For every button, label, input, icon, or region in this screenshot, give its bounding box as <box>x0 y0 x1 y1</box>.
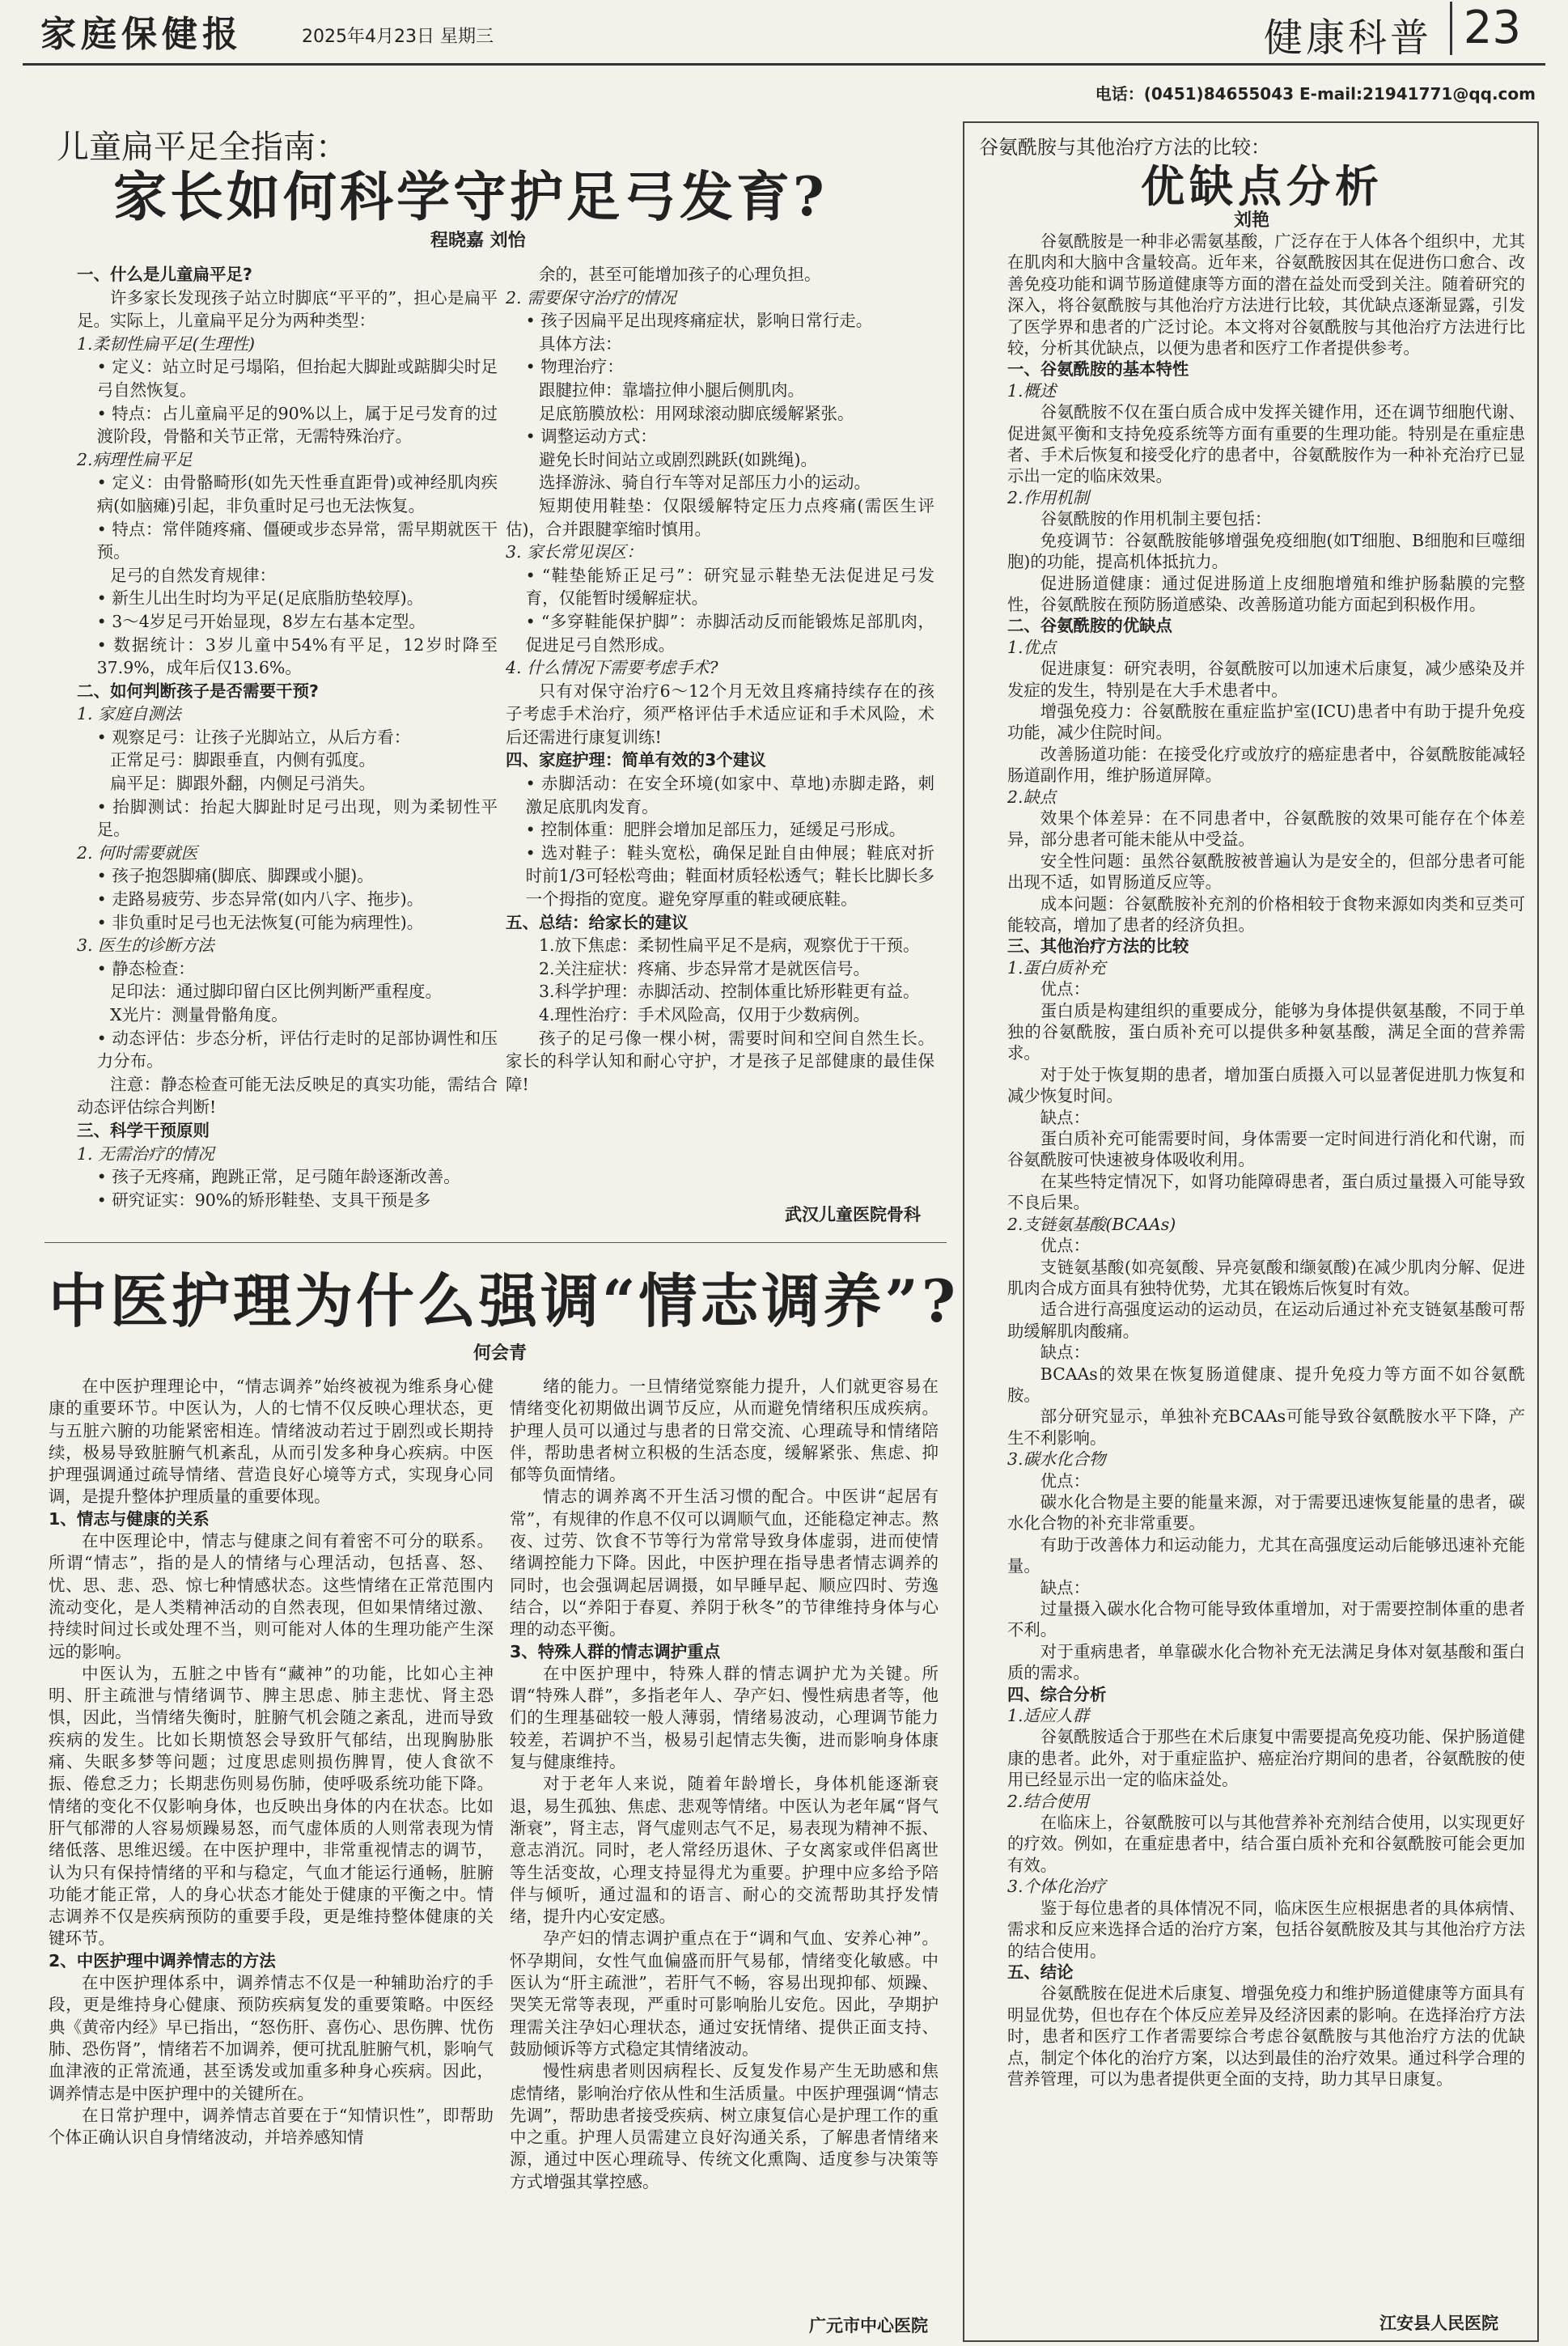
paragraph: 蛋白质补充可能需要时间，身体需要一定时间进行消化和代谢，而谷氨酰胺可快速被身体吸收利用。 <box>1007 1129 1525 1170</box>
paragraph: 正常足弓：脚跟垂直，内侧有弧度。 <box>110 750 375 770</box>
paragraph: 谷氨酰胺不仅在蛋白质合成中发挥关键作用，还在调节细胞代谢、促进氮平衡和支持免疫系统等方面有重要的生理功能。特别是在重症患者、手术后恢复和接受化疗的患者中，谷氨酰胺作为一种补充治疗已显示出一定的临床效果。 <box>1007 402 1525 486</box>
paragraph: 孕产妇的情志调护重点在于“调和气血、安养心神”。怀孕期间，女性气血偏盛而肝气易郁，情绪变化敏感。中医认为“肝主疏泄”，若肝气不畅，容易出现抑郁、烦躁、哭笑无常等表现，严重时可影响胎儿安危。因此，孕期护理需关注孕妇心理状态，通过安抚情绪、提供正面支持、鼓励倾诉等方式稳定其情绪波动。 <box>510 1928 939 2059</box>
paragraph: 具体方法： <box>539 333 622 354</box>
paragraph: 缺点： <box>1040 1343 1090 1363</box>
paragraph: 优点： <box>1040 979 1090 999</box>
article2-title: 中医护理为什么强调“情志调养”? <box>49 1266 960 1335</box>
paragraph: 情志的调养离不开生活习惯的配合。中医讲“起居有常”，有规律的作息不仅可以调顺气血，还能稳定神志。熬夜、过劳、饮食不节等行为常常导致身体虚弱，进而使情绪调控能力下降。因此，中医护理在指导患者情志调养的同时，也会强调起居调摄，如早睡早起、顺应四时、劳逸结合，以“养阳于春夏、养阴于秋冬”的节律维持身体与心理的动态平衡。 <box>510 1487 939 1640</box>
paragraph: • 抬脚测试：抬起大脚趾时足弓出现，则为柔韧性平足。 <box>96 796 498 840</box>
paragraph: 促进康复：研究表明，谷氨酰胺可以加速术后康复，减少感染及并发症的发生，特别是在大手术患者中。 <box>1007 659 1525 700</box>
paragraph: • 选对鞋子：鞋头宽松，确保足趾自由伸展；鞋底对折时前1/3可轻松弯曲；鞋面材质轻松透气；鞋长比脚长多一个拇指的宽度。避免穿厚重的鞋或硬底鞋。 <box>525 842 934 910</box>
subheading: 2.支链氨基酸(BCAAs) <box>1007 1214 1176 1234</box>
paragraph: • 孩子抱怨脚痛(脚底、脚踝或小腿)。 <box>96 866 374 886</box>
subheading: 1.优点 <box>1007 637 1057 657</box>
paragraph: • 物理治疗： <box>525 357 624 377</box>
paragraph: 对于重病患者，单靠碳水化合物补充无法满足身体对氨基酸和蛋白质的需求。 <box>1007 1641 1525 1683</box>
paragraph: • “鞋垫能矫正足弓”：研究显示鞋垫无法促进足弓发育，仅能暂时缓解症状。 <box>525 565 934 609</box>
paragraph: 在中医理论中，情志与健康之间有着密不可分的联系。所谓“情志”，指的是人的情绪与心理活动，包括喜、怒、忧、思、悲、恐、惊七种情感状态。这些情绪在正常范围内流动变化，是人类精神活动的自然表现，但如果情绪过激、持续时间过长或处理不当，则可能对人体的生理功能产生深远的影响。 <box>49 1531 494 1661</box>
subheading: 2. 何时需要就医 <box>77 842 198 863</box>
subheading: 2.病理性扁平足 <box>77 449 193 469</box>
masthead <box>23 0 1545 66</box>
subheading: 3.个体化治疗 <box>1007 1877 1106 1897</box>
article3-body <box>1007 231 1525 2089</box>
article3-title: 优缺点分析 <box>1141 160 1384 212</box>
section-heading: 三、其他治疗方法的比较 <box>1007 936 1189 957</box>
section-heading: 二、谷氨酰胺的优缺点 <box>1007 616 1172 636</box>
section-heading: 二、如何判断孩子是否需要干预? <box>77 681 319 701</box>
paragraph: 适合进行高强度运动的运动员，在运动后通过补充支链氨基酸可帮助缓解肌肉酸痛。 <box>1007 1300 1525 1341</box>
paragraph: 足底筋膜放松：用网球滚动脚底缓解紧张。 <box>539 403 854 423</box>
paragraph: 对于处于恢复期的患者，增加蛋白质摄入可以显著促进肌力恢复和减少恢复时间。 <box>1007 1064 1525 1106</box>
paragraph: 在中医护理中，特殊人群的情志调护尤为关键。所谓“特殊人群”，多指老年人、孕产妇、慢性病患者等，他们的生理基础较一般人薄弱，情绪易波动，心理调节能力较差，若调护不当，极易引起情志失衡，进而影响身体康复与健康维持。 <box>510 1663 939 1772</box>
paragraph: 避免长时间站立或剧烈跳跃(如跳绳)。 <box>539 449 817 469</box>
paragraph: • 数据统计：3岁儿童中54%有平足，12岁时降至37.9%，成年后仅13.6%。 <box>96 634 498 678</box>
section-heading: 五、总结：给家长的建议 <box>506 912 689 932</box>
paragraph: 在日常护理中，调养情志首要在于“知情识性”，即帮助个体正确认识自身情绪波动，并培养感知情 <box>49 2105 494 2148</box>
paragraph: • 调整运动方式： <box>525 426 657 447</box>
paragraph: 孩子的足弓像一棵小树，需要时间和空间自然生长。家长的科学认知和耐心守护，才是孩子足部健康的最佳保障! <box>506 1028 934 1094</box>
paragraph: 扁平足：脚跟外翻，内侧足弓消失。 <box>110 774 375 794</box>
article1-column-1 <box>77 263 498 1211</box>
paragraph: 蛋白质是构建组织的重要成分，能够为身体提供氨基酸，不同于单独的谷氨酰胺，蛋白质补充可以提供多种氨基酸，满足全面的营养需求。 <box>1007 1000 1525 1063</box>
paragraph: 在某些特定情况下，如肾功能障碍患者，蛋白质过量摄入可能导致不良后果。 <box>1007 1171 1525 1213</box>
paragraph: 谷氨酰胺在促进术后康复、增强免疫力和维护肠道健康等方面具有明显优势，但也存在个体反应差异及经济因素的影响。在选择治疗方法时，患者和医疗工作者需要综合考虑谷氨酰胺与其他治疗方法的优缺点，制定个体化的治疗方案，以达到最佳的治疗效果。通过科学合理的营养管理，可以为患者提供更全面的支持，助力其早日康复。 <box>1007 1983 1525 2089</box>
paragraph: BCAAs的效果在恢复肠道健康、提升免疫力等方面不如谷氨酰胺。 <box>1007 1364 1525 1405</box>
paragraph: 中医认为，五脏之中皆有“藏神”的功能，比如心主神明、肝主疏泄与情绪调节、脾主思虑、肺主悲忧、肾主恐惧，因此，当情绪失衡时，脏腑气机会随之紊乱，进而导致疾病的发生。比如长期愤怒会导致肝气郁结，出现胸胁胀痛、失眠多梦等问题；过度思虑则损伤脾胃，使人食欲不振、倦怠乏力；长期悲伤则易伤肺，使呼吸系统功能下降。情绪的变化不仅影响身体，也反映出身体的内在状态。比如肝气郁滞的人容易烦躁易怒，而气虚体质的人则常表现为情绪低落、思维迟缓。在中医护理中，非常重视情志的调节，认为只有保持情绪的平和与稳定，气血才能运行通畅，脏腑功能才能正常，人的身心状态才能处于健康的平衡之中。情志调养不仅是疾病预防的重要手段，更是维持整体健康的关键环节。 <box>49 1663 494 1949</box>
paragraph: 2.关注症状：疼痛、步态异常才是就医信号。 <box>539 958 871 978</box>
paragraph: • 静态检查： <box>96 958 195 978</box>
subheading: 2.结合使用 <box>1007 1791 1090 1811</box>
paragraph: 改善肠道功能：在接受化疗或放疗的癌症患者中，谷氨酰胺能减轻肠道副作用，维护肠道屏障。 <box>1007 744 1525 786</box>
paragraph: 在中医护理理论中，“情志调养”始终被视为维系身心健康的重要环节。中医认为，人的七情不仅反映心理状态，更与五脏六腑的功能紧密相连。情绪波动若过于剧烈或长期持续，极易导致脏腑气机紊乱，从而引发多种身心疾病。中医护理强调通过疏导情绪、营造良好心境等方式，实现身心同调，是提升整体护理质量的重要体现。 <box>49 1377 494 1507</box>
paragraph: 优点： <box>1040 1470 1090 1491</box>
subheading: 4. 什么情况下需要考虑手术? <box>506 658 718 678</box>
paragraph: • 3～4岁足弓开始显现，8岁左右基本定型。 <box>96 611 426 631</box>
section-heading: 四、综合分析 <box>1007 1684 1107 1704</box>
article1-title: 家长如何科学守护足弓发育? <box>113 165 828 228</box>
paragraph: • 孩子因扁平足出现疼痛症状，影响日常行走。 <box>525 311 873 331</box>
paragraph: 有助于改善体力和运动能力，尤其在高强度运动后能够迅速补充能量。 <box>1007 1534 1525 1576</box>
paragraph: • 特点：常伴随疼痛、僵硬或步态异常，需早期就医干预。 <box>96 519 498 562</box>
paragraph: 足弓的自然发育规律： <box>110 565 276 585</box>
paragraph: • 非负重时足弓也无法恢复(可能为病理性)。 <box>96 912 424 932</box>
paragraph: 在临床上，谷氨酰胺可以与其他营养补充剂结合使用，以实现更好的疗效。例如，在重症患者中，结合蛋白质补充和谷氨酰胺可能会更加有效。 <box>1007 1813 1525 1875</box>
article2-byline: 何会青 <box>473 1343 528 1364</box>
section-heading: 五、结论 <box>1007 1962 1074 1982</box>
paragraph: 绪的能力。一旦情绪觉察能力提升，人们就更容易在情绪变化初期做出调节反应，从而避免情绪积压成疾病。护理人员可以通过与患者的日常交流、心理疏导和情绪陪伴，帮助患者树立积极的生活态度，缓解紧张、焦虑、抑郁等负面情绪。 <box>510 1377 939 1485</box>
article2-source: 广元市中心医院 <box>809 2316 928 2335</box>
paragraph: 部分研究显示，单独补充BCAAs可能导致谷氨酰胺水平下降，产生不利影响。 <box>1007 1406 1525 1448</box>
paragraph: • 控制体重：肥胖会增加足部压力，延缓足弓形成。 <box>525 820 906 840</box>
subheading: 3. 医生的诊断方法 <box>77 935 214 956</box>
subheading: 1.蛋白质补充 <box>1007 957 1106 978</box>
subheading: 1.概述 <box>1007 380 1057 401</box>
article3-kicker: 谷氨酰胺与其他治疗方法的比较： <box>979 136 1270 159</box>
paragraph: 增强免疫力：谷氨酰胺在重症监护室(ICU)患者中有助于提升免疫功能，减少住院时间。 <box>1007 701 1525 743</box>
paragraph: 谷氨酰胺适合于那些在术后康复中需要提高免疫功能、保护肠道健康的患者。此外，对于重症监护、癌症治疗期间的患者，谷氨酰胺的使用已经显示出一定的临床益处。 <box>1007 1727 1525 1790</box>
paragraph: 优点： <box>1040 1236 1090 1256</box>
issue-date: 2025年4月23日 星期三 <box>302 27 494 47</box>
subheading: 1.适应人群 <box>1007 1706 1090 1726</box>
paragraph: 许多家长发现孩子站立时脚底“平平的”，担心是扁平足。实际上，儿童扁平足分为两种类型： <box>77 287 498 331</box>
paragraph: • 特点：占儿童扁平足的90%以上，属于足弓发育的过渡阶段，骨骼和关节正常，无需特殊治疗。 <box>96 403 498 447</box>
subheading: 3.碳水化合物 <box>1007 1449 1106 1470</box>
section-heading: 一、谷氨酰胺的基本特性 <box>1007 359 1189 380</box>
paragraph: 碳水化合物是主要的能量来源，对于需要迅速恢复能量的患者，碳水化合物的补充非常重要。 <box>1007 1491 1525 1534</box>
article3-byline: 刘艳 <box>1234 210 1270 231</box>
paragraph: 成本问题：谷氨酰胺补充剂的价格相较于食物来源如肉类和豆类可能较高，增加了患者的经济负担。 <box>1007 893 1525 935</box>
paragraph: 足印法：通过脚印留白区比例判断严重程度。 <box>110 982 442 1002</box>
paragraph: X光片：测量骨骼角度。 <box>110 1005 288 1025</box>
section-heading: 一、什么是儿童扁平足? <box>77 265 252 284</box>
paper-name: 家庭保健报 <box>40 14 243 55</box>
section-heading: 四、家庭护理：简单有效的3个建议 <box>506 750 766 770</box>
subheading: 3. 家长常见误区： <box>506 542 643 562</box>
paragraph: 过量摄入碳水化合物可能导致体重增加，对于需要控制体重的患者不利。 <box>1007 1599 1525 1640</box>
subheading: 2.缺点 <box>1007 787 1057 807</box>
article1-kicker: 儿童扁平足全指南： <box>57 129 348 166</box>
paragraph: 效果个体差异：在不同患者中，谷氨酰胺的效果可能存在个体差异，部分患者可能未能从中受益。 <box>1007 808 1525 850</box>
paragraph: 跟腱拉伸：靠墙拉伸小腿后侧肌肉。 <box>539 380 804 400</box>
paragraph: • 定义：站立时足弓塌陷，但抬起大脚趾或踮脚尖时足弓自然恢复。 <box>96 357 498 400</box>
subheading: 1. 家庭自测法 <box>77 704 181 724</box>
subheading: 2.作用机制 <box>1007 487 1090 507</box>
paragraph: 鉴于每位患者的具体情况不同，临床医生应根据患者的具体病情、需求和反应来选择合适的治疗方案，包括谷氨酰胺及其与其他治疗方法的结合使用。 <box>1007 1898 1525 1961</box>
paragraph: • 赤脚活动：在安全环境(如家中、草地)赤脚走路，刺激足底肌肉发育。 <box>525 774 934 817</box>
paragraph: 缺点： <box>1040 1107 1090 1127</box>
page-number: 23 <box>1450 2 1521 55</box>
paragraph: 余的，甚至可能增加孩子的心理负担。 <box>539 265 821 284</box>
paragraph: • 研究证实：90%的矫形鞋垫、支具干预是多 <box>96 1190 431 1210</box>
section-heading: 1、情志与健康的关系 <box>49 1508 210 1529</box>
paragraph: • 走路易疲劳、步态异常(如内八字、拖步)。 <box>96 889 424 910</box>
paragraph: • 孩子无疼痛，跑跳正常，足弓随年龄逐渐改善。 <box>96 1167 460 1187</box>
paragraph: 促进肠道健康：通过促进肠道上皮细胞增殖和维护肠黏膜的完整性，谷氨酰胺在预防肠道感染、改善肠道功能方面起到积极作用。 <box>1007 573 1525 614</box>
contact-line: 电话：(0451)84655043 E-mail:21941771@qq.com <box>1095 84 1536 104</box>
paragraph: 在中医护理体系中，调养情志不仅是一种辅助治疗的手段，更是维持身心健康、预防疾病复发的重要策略。中医经典《黄帝内经》早已指出，“怒伤肝、喜伤心、思伤脾、忧伤肺、恐伤肾”，情绪若不加调养，便可扰乱脏腑气机，影响气血津液的正常流通，甚至诱发或加重多种身心疾病。因此，调养情志是中医护理中的关键所在。 <box>49 1973 494 2103</box>
paragraph: 3.科学护理：赤脚活动、控制体重比矫形鞋更有益。 <box>539 982 920 1002</box>
paragraph: 谷氨酰胺是一种非必需氨基酸，广泛存在于人体各个组织中，尤其在肌肉和大脑中含量较高。近年来，谷氨酰胺因其在促进伤口愈合、改善免疫功能和调节肠道健康等方面的潜在益处而受到关注。随着研究的深入，将谷氨酰胺与其他治疗方法进行比较，其优缺点逐渐显露，引发了医学界和患者的广泛讨论。本文将对谷氨酰胺与其他治疗方法进行比较，分析其优缺点，以便为患者和医疗工作者提供参考。 <box>1007 231 1525 358</box>
paragraph: 1.放下焦虑：柔韧性扁平足不是病，观察优于干预。 <box>539 935 920 956</box>
article2-column-1 <box>49 1376 494 2149</box>
article2-column-2 <box>510 1376 939 2193</box>
paragraph: • 新生儿出生时均为平足(足底脂肪垫较厚)。 <box>96 588 424 609</box>
section-heading: 2、中医护理中调养情志的方法 <box>49 1950 276 1971</box>
paragraph: • 定义：由骨骼畸形(如先天性垂直距骨)或神经肌肉疾病(如脑瘫)引起，非负重时足弓也无法恢复。 <box>96 473 498 515</box>
paragraph: 注意：静态检查可能无法反映足的真实功能，需结合动态评估综合判断! <box>77 1074 498 1118</box>
section-heading: 3、特殊人群的情志调护重点 <box>510 1641 721 1661</box>
paragraph: 缺点： <box>1040 1577 1090 1597</box>
subheading: 2. 需要保守治疗的情况 <box>506 287 676 308</box>
paragraph: • “多穿鞋能保护脚”：赤脚活动反而能锻炼足部肌肉，促进足弓自然形成。 <box>525 611 934 655</box>
paragraph: • 动态评估：步态分析，评估行走时的足部协调性和压力分布。 <box>96 1028 498 1071</box>
paragraph: 只有对保守治疗6～12个月无效且疼痛持续存在的孩子考虑手术治疗，须严格评估手术适应证和手术风险，术后还需进行康复训练! <box>506 681 934 747</box>
article1-column-2 <box>506 263 934 1096</box>
section-heading: 三、科学干预原则 <box>77 1120 210 1140</box>
paragraph: 4.理性治疗：手术风险高，仅用于少数病例。 <box>539 1005 871 1025</box>
paragraph: 短期使用鞋垫：仅限缓解特定压力点疼痛(需医生评估)，合并跟腱挛缩时慎用。 <box>506 495 934 539</box>
paragraph: 对于老年人来说，随着年龄增长，身体机能逐渐衰退，易生孤独、焦虑、悲观等情绪。中医认为老年属“肾气渐衰”，肾主志，肾气虚则志气不足，易表现为精神不振、意志消沉。同时，老人常经历退休、子女离家或伴侣离世等生活变故，心理支持显得尤为重要。护理中应多给予陪伴与倾听，通过温和的语言、耐心的交流帮助其抒发情绪，提升内心安定感。 <box>510 1774 939 1927</box>
article3-source: 江安县人民医院 <box>1379 2314 1498 2333</box>
subheading: 1. 无需治疗的情况 <box>77 1143 214 1164</box>
paragraph: • 观察足弓：让孩子光脚站立，从后方看： <box>96 727 411 747</box>
paragraph: 安全性问题：虽然谷氨酰胺被普遍认为是安全的，但部分患者可能出现不适，如胃肠道反应等。 <box>1007 851 1525 893</box>
paragraph: 慢性病患者则因病程长、反复发作易产生无助感和焦虑情绪，影响治疗依从性和生活质量。中医护理强调“情志先调”，帮助患者接受疾病、树立康复信心是护理工作的重中之重。护理人员需建立良好沟通关系，了解患者情绪来源，通过中医心理疏导、传统文化熏陶、适度参与决策等方式增强其掌控感。 <box>510 2061 939 2191</box>
paragraph: 选择游泳、骑自行车等对足部压力小的运动。 <box>539 473 871 493</box>
section-name: 健康科普 <box>1263 15 1432 61</box>
paragraph: 免疫调节：谷氨酰胺能够增强免疫细胞(如T细胞、B细胞和巨噬细胞)的功能，提高机体抵抗力。 <box>1007 530 1525 572</box>
paragraph: 支链氨基酸(如亮氨酸、异亮氨酸和缬氨酸)在减少肌肉分解、促进肌肉合成方面具有独特优势，尤其在锻炼后恢复时有效。 <box>1007 1257 1525 1298</box>
paragraph: 谷氨酰胺的作用机制主要包括： <box>1040 509 1272 529</box>
article1-byline: 程晓嘉 刘怡 <box>430 231 526 251</box>
article1-source: 武汉儿童医院骨科 <box>785 1205 921 1224</box>
article-divider <box>44 1242 947 1243</box>
subheading: 1.柔韧性扁平足(生理性) <box>77 333 256 354</box>
